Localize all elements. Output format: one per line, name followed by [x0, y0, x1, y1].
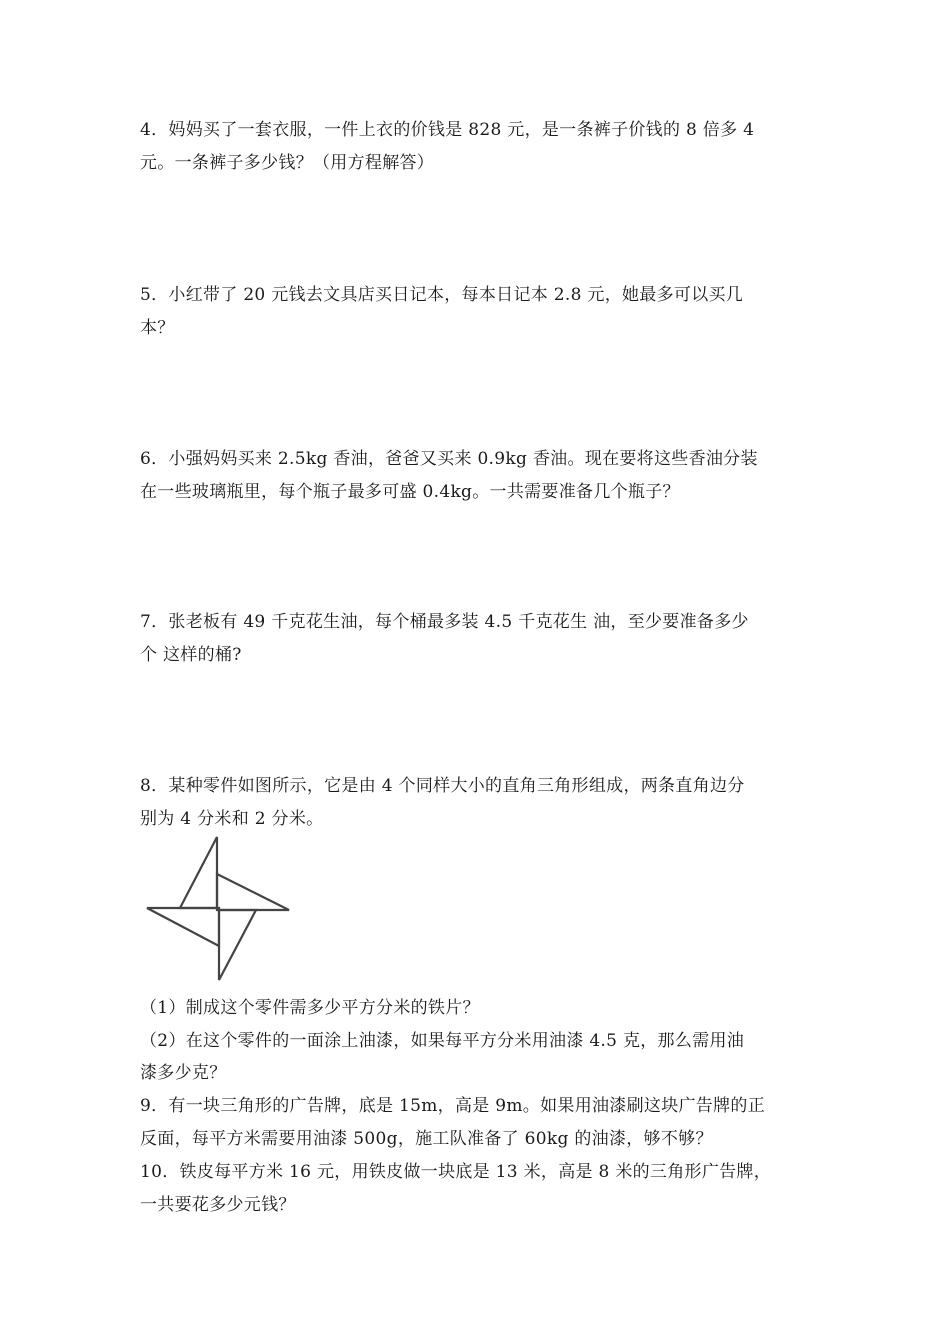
question-8-line-2: 别为 4 分米和 2 分米。 [140, 809, 324, 829]
question-8-line-1: 8．某种零件如图所示，它是由 4 个同样大小的直角三角形组成，两条直角边分 [140, 776, 745, 796]
question-6-line-2: 在一些玻璃瓶里，每个瓶子最多可盛 0.4kg。一共需要准备几个瓶子？ [140, 482, 680, 502]
question-9-line-1: 9．有一块三角形的广告牌，底是 15m，高是 9m。如果用油漆刷这块广告牌的正 [140, 1096, 766, 1116]
question-9-line-2: 反面，每平方米需要用油漆 500g，施工队准备了 60kg 的油漆，够不够？ [140, 1129, 713, 1149]
pinwheel-figure [140, 830, 300, 990]
question-5-line-1: 5．小红带了 20 元钱去文具店买日记本，每本日记本 2.8 元，她最多可以买几 [140, 285, 744, 305]
question-7-line-1: 7．张老板有 49 千克花生油，每个桶最多装 4.5 千克花生 油，至少要准备多少 [140, 612, 749, 632]
question-4-line-2: 元。一条裤子多少钱？（用方程解答） [140, 153, 435, 173]
question-5-line-2: 本？ [140, 318, 175, 338]
triangle-top [180, 837, 217, 908]
question-4-line-1: 4．妈妈买了一套衣服，一件上衣的价钱是 828 元，是一条裤子价钱的 8 倍多 4 [140, 120, 755, 140]
triangle-left [147, 908, 219, 946]
question-6-line-1: 6．小强妈妈买来 2.5kg 香油，爸爸又买来 0.9kg 香油。现在要将这些香油分装 [140, 449, 758, 469]
triangle-right [217, 874, 289, 910]
question-8-sub-1: （1）制成这个零件需多少平方分米的铁片？ [140, 998, 480, 1018]
question-10-line-1: 10．铁皮每平方米 16 元，用铁皮做一块底是 13 米，高是 8 米的三角形广告牌， [140, 1162, 772, 1182]
question-10-line-2: 一共要花多少元钱？ [140, 1195, 296, 1215]
question-7-line-2: 个 这样的桶? [140, 645, 242, 665]
question-8-sub-2-line-2: 漆多少克？ [140, 1063, 227, 1083]
question-8-sub-2-line-1: （2）在这个零件的一面涂上油漆，如果每平方分米用油漆 4.5 克，那么需用油 [140, 1031, 745, 1051]
triangle-bottom [219, 910, 256, 980]
